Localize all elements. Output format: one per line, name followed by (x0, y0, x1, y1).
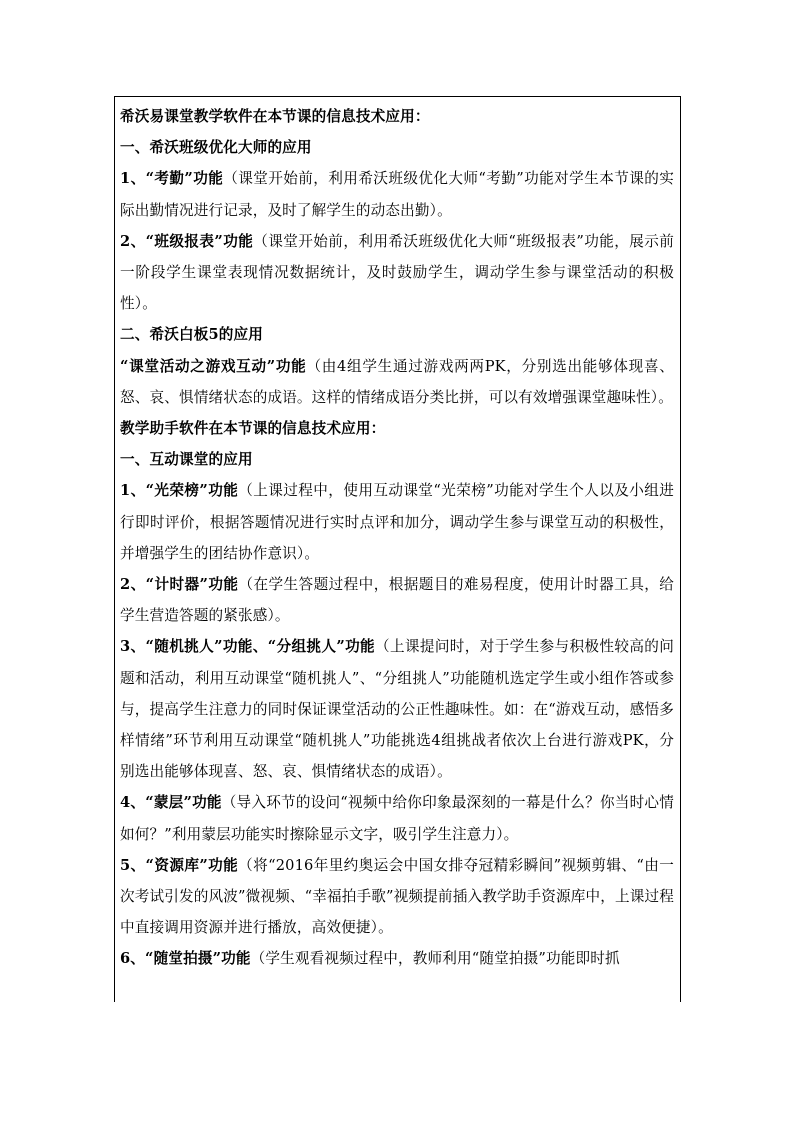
list-item-mask-layer (120, 787, 674, 849)
item-text: （学生观看视频过程中，教师利用“随堂拍摄”功能即时抓 (250, 950, 620, 968)
list-item-class-report (120, 226, 674, 320)
list-item-honor-roll (120, 475, 674, 569)
item-label: 4、“蒙层”功能 (120, 794, 222, 812)
subsection-heading-interactive-class: 一、互动课堂的应用 (120, 451, 253, 469)
item-label: 2、“计时器”功能 (120, 576, 239, 594)
item-text: （在学生答题过程中，根据题目的难易程度，使用计时器工具，给学生营造答题的紧张感）。 (120, 576, 675, 625)
item-text: （由4组学生通过游戏两两PK，分别选出能够体现喜、怒、哀、惧情绪状态的成语。这样的情绪成语分类比拼，可以有效增强课堂趣味性）。 (120, 357, 674, 406)
list-item-timer (120, 569, 674, 631)
list-item-random-pick (120, 631, 674, 787)
subsection-heading-whiteboard: 二、希沃白板5的应用 (120, 326, 263, 344)
item-text: （上课提问时，对于学生参与积极性较高的问题和活动，利用互动课堂“随机挑人”、“分组挑人”功能随机选定学生或小组作答或参与，提高学生注意力的同时保证课堂活动的公正性趣味性。如：在“游戏互动，感悟多样情绪”环节利用互动课堂“随机挑人”功能挑选4组挑战者依次上台进行游戏PK，分别选出能够体现喜、怒、哀、惧情绪状态的成语）。 (120, 638, 674, 781)
item-label: 6、“随堂拍摄”功能 (120, 950, 251, 968)
list-item-resource-library (120, 850, 674, 944)
item-text: （上课过程中，使用互动课堂“光荣榜”功能对学生个人以及小组进行即时评价，根据答题情况进行实时点评和加分，调动学生参与课堂互动的积极性，并增强学生的团结协作意识）。 (120, 482, 674, 562)
list-item-attendance (120, 163, 674, 225)
item-text: （导入环节的设问“视频中给你印象最深刻的一幕是什么？你当时心情如何？”利用蒙层功能实时擦除显示文字，吸引学生注意力）。 (120, 794, 674, 843)
item-label: 2、“班级报表”功能 (120, 232, 254, 250)
subsection-heading-class-optimizer: 一、希沃班级优化大师的应用 (120, 139, 312, 157)
section-title-seewo: 希沃易课堂教学软件在本节课的信息技术应用： (120, 108, 430, 125)
list-item-class-capture (120, 943, 674, 974)
document-table-cell (114, 96, 681, 1002)
list-item-game-interaction (120, 351, 674, 413)
item-text: （课堂开始前，利用希沃班级优化大师“考勤”功能对学生本节课的实际出勤情况进行记录，及时了解学生的动态出勤）。 (120, 170, 674, 219)
section-title-teaching-assistant: 教学助手软件在本节课的信息技术应用： (120, 420, 386, 438)
cell-content (115, 97, 680, 975)
item-text: （课堂开始前，利用希沃班级优化大师“班级报表”功能，展示前一阶段学生课堂表现情况数据统计，及时鼓励学生，调动学生参与课堂活动的积极性）。 (120, 232, 674, 313)
item-label: 1、“考勤”功能 (120, 170, 224, 188)
item-label: 1、“光荣榜”功能 (120, 482, 239, 500)
item-label: “课堂活动之游戏互动”功能 (120, 357, 307, 375)
item-label: 3、“随机挑人”功能、“分组挑人”功能 (120, 638, 375, 656)
item-text: （将“2016年里约奥运会中国女排夺冠精彩瞬间”视频剪辑、“由一次考试引发的风波”微视频、“幸福拍手歌”视频提前插入教学助手资源库中，上课过程中直接调用资源并进行播放，高效便捷）。 (120, 856, 675, 937)
item-label: 5、“资源库”功能 (120, 856, 239, 874)
